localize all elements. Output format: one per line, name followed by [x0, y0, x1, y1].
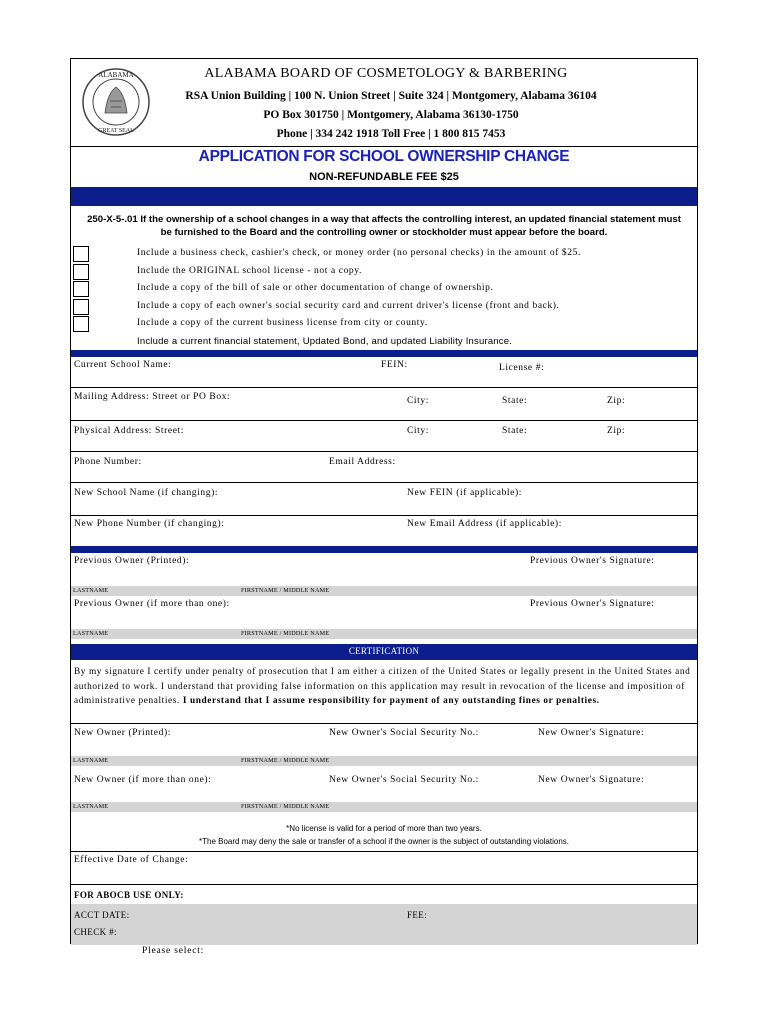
firstname-caption: FIRSTNAME / MIDDLE NAME — [241, 757, 330, 764]
firstname-caption: FIRSTNAME / MIDDLE NAME — [241, 803, 330, 810]
board-address-line2: PO Box 301750 | Montgomery, Alabama 36130-1750 — [263, 109, 519, 121]
row-divider — [71, 723, 697, 724]
checkbox[interactable] — [73, 316, 89, 332]
please-select-label: Please select: — [142, 946, 205, 956]
new-owner-printed-field[interactable]: New Owner (Printed): — [74, 728, 171, 738]
seal-top-text: ALABAMA — [98, 71, 134, 79]
physical-zip-field[interactable]: Zip: — [607, 426, 626, 436]
checklist-text: Include a copy of the current business license from city or county. — [137, 318, 428, 328]
new-owner-more-field[interactable]: New Owner (if more than one): — [74, 775, 212, 785]
row-divider — [71, 482, 697, 483]
board-deny-note: *The Board may deny the sale or transfer of a school if the owner is the subject of outstanding violations. — [199, 837, 569, 846]
checklist-item — [71, 264, 699, 282]
name-caption-bar — [71, 802, 697, 812]
new-email-field[interactable]: New Email Address (if applicable): — [407, 519, 562, 529]
checklist-item — [71, 316, 699, 334]
checklist-item — [71, 246, 699, 264]
effective-date-field[interactable]: Effective Date of Change: — [74, 855, 189, 865]
checklist-text: Include a current financial statement, Updated Bond, and updated Liability Insurance. — [137, 336, 513, 347]
checkbox[interactable] — [73, 299, 89, 315]
firstname-caption: FIRSTNAME / MIDDLE NAME — [241, 630, 330, 637]
license-field[interactable]: License #: — [499, 363, 545, 373]
lastname-caption: LASTNAME — [73, 630, 109, 637]
current-school-name-field[interactable]: Current School Name: — [74, 360, 172, 370]
board-title: ALABAMA BOARD OF COSMETOLOGY & BARBERING — [204, 66, 568, 81]
board-phone: Phone | 334 242 1918 Toll Free | 1 800 815 7453 — [276, 128, 506, 140]
lastname-caption: LASTNAME — [73, 757, 109, 764]
certification-heading: CERTIFICATION — [348, 646, 420, 656]
name-caption-bar — [71, 756, 697, 766]
row-divider — [71, 884, 697, 885]
license-validity-note: *No license is valid for a period of more than two years. — [286, 824, 482, 833]
firstname-caption: FIRSTNAME / MIDDLE NAME — [241, 587, 330, 594]
blue-divider-bar — [71, 350, 697, 357]
seal-bottom-text: GREAT SEAL — [98, 128, 134, 134]
previous-owner-more-field[interactable]: Previous Owner (if more than one): — [74, 599, 230, 609]
checkbox[interactable] — [73, 246, 89, 262]
mailing-city-field[interactable]: City: — [407, 396, 430, 406]
acct-date-label: ACCT DATE: — [74, 910, 130, 920]
row-divider — [71, 515, 697, 516]
row-divider — [71, 451, 697, 452]
new-owner-more-signature-field[interactable]: New Owner's Signature: — [538, 775, 645, 785]
checklist-item — [71, 281, 699, 299]
office-use-area — [71, 904, 697, 945]
checklist-text: Include a copy of the bill of sale or other documentation of change of ownership. — [137, 283, 494, 293]
physical-state-field[interactable]: State: — [502, 426, 528, 436]
form-title: APPLICATION FOR SCHOOL OWNERSHIP CHANGE — [198, 148, 570, 165]
state-seal-icon — [81, 67, 151, 137]
previous-owner-more-signature-field[interactable]: Previous Owner's Signature: — [530, 599, 655, 609]
fee-notice: NON-REFUNDABLE FEE $25 — [309, 171, 459, 183]
certification-statement — [74, 665, 691, 709]
checklist-text: Include a business check, cashier's check, or money order (no personal checks) in the amount of $25. — [137, 248, 581, 258]
new-phone-field[interactable]: New Phone Number (if changing): — [74, 519, 225, 529]
regulation-text: 250-X-5-.01 If the ownership of a school changes in a way that affects the controlling interest, an updated financial statement must be furnished to the Board and the controlling owner or stockholder must appear before the board. — [87, 214, 681, 238]
physical-address-field[interactable]: Physical Address: Street: — [74, 426, 184, 436]
new-fein-field[interactable]: New FEIN (if applicable): — [407, 488, 522, 498]
mailing-zip-field[interactable]: Zip: — [607, 396, 626, 406]
office-fee-label: FEE: — [407, 910, 428, 920]
certification-text: By my signature I certify under penalty of prosecution that I am either a citizen of the United States or legally present in the United States and authorized to work. I understand that providing false information on this application may result in revocation of the license and imposition of administrative penalties. — [74, 667, 691, 706]
mailing-state-field[interactable]: State: — [502, 396, 528, 406]
checklist-text: Include a copy of each owner's social security card and current driver's license (front and back). — [137, 301, 560, 311]
checklist-item — [71, 299, 699, 317]
previous-owner-printed-field[interactable]: Previous Owner (Printed): — [74, 556, 190, 566]
name-caption-bar — [71, 629, 697, 639]
board-address-line1: RSA Union Building | 100 N. Union Street | Suite 324 | Montgomery, Alabama 36104 — [185, 90, 597, 102]
previous-owner-signature-field[interactable]: Previous Owner's Signature: — [530, 556, 655, 566]
office-use-heading: FOR ABOCB USE ONLY: — [74, 890, 184, 900]
fein-field[interactable]: FEIN: — [381, 360, 408, 370]
check-number-label: CHECK #: — [74, 927, 117, 937]
new-owner-signature-field[interactable]: New Owner's Signature: — [538, 728, 645, 738]
physical-city-field[interactable]: City: — [407, 426, 430, 436]
name-caption-bar — [71, 586, 697, 596]
new-owner-more-ssn-field[interactable]: New Owner's Social Security No.: — [329, 775, 479, 785]
checklist-text: Include the ORIGINAL school license - not a copy. — [137, 266, 362, 276]
application-form — [70, 58, 698, 944]
lastname-caption: LASTNAME — [73, 803, 109, 810]
row-divider — [71, 387, 697, 388]
checkbox[interactable] — [73, 264, 89, 280]
mailing-address-field[interactable]: Mailing Address: Street or PO Box: — [74, 392, 231, 402]
blue-divider-bar — [71, 187, 697, 206]
email-address-field[interactable]: Email Address: — [329, 457, 396, 467]
certification-bold-text: I understand that I assume responsibility for payment of any outstanding fines or penalties. — [182, 696, 600, 706]
new-school-name-field[interactable]: New School Name (if changing): — [74, 488, 219, 498]
row-divider — [71, 420, 697, 421]
lastname-caption: LASTNAME — [73, 587, 109, 594]
phone-number-field[interactable]: Phone Number: — [74, 457, 142, 467]
blue-divider-bar — [71, 546, 697, 553]
new-owner-ssn-field[interactable]: New Owner's Social Security No.: — [329, 728, 479, 738]
header-divider — [71, 146, 697, 147]
row-divider — [71, 851, 697, 852]
checkbox[interactable] — [73, 281, 89, 297]
